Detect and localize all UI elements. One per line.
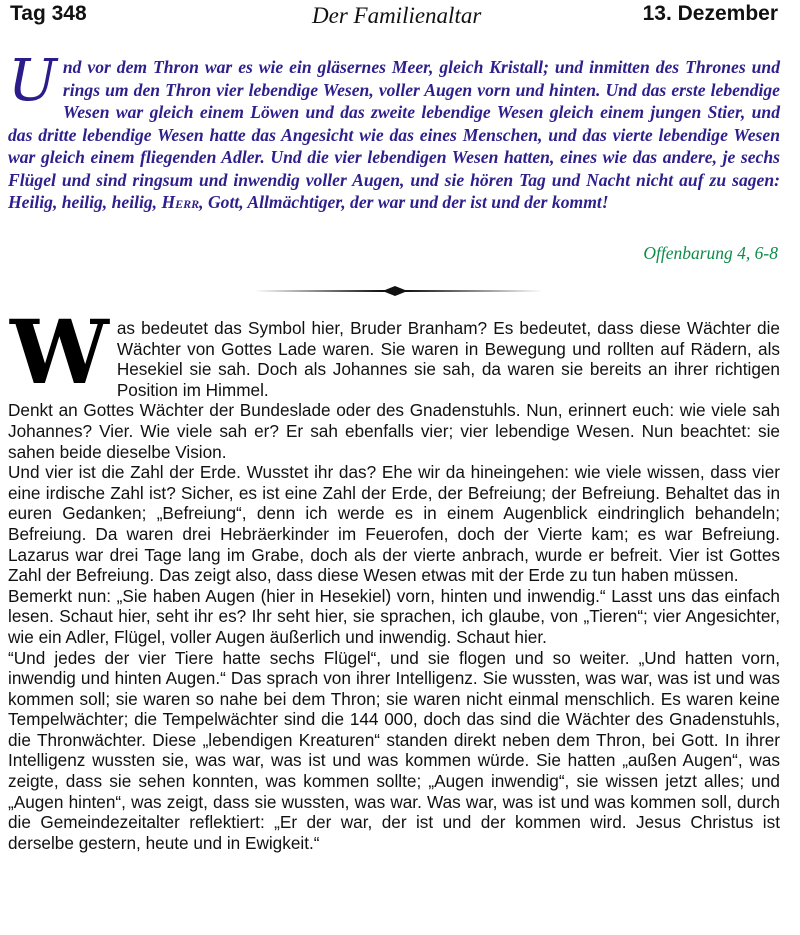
- bible-verse: [8, 46, 780, 214]
- verse-text-part2: , Gott, Allmächtiger, der war und der ist und der kommt!: [199, 192, 609, 212]
- body-dropcap: W: [10, 300, 109, 404]
- verse-herr: Herr: [161, 192, 200, 212]
- devotional-text: [8, 300, 780, 853]
- verse-dropcap: U: [8, 46, 57, 114]
- day-number: Tag 348: [10, 2, 87, 25]
- paragraph: as bedeutet das Symbol hier, Bruder Branham? Es bedeutet, dass diese Wächter die Wächter von Gottes Lade waren. Sie waren in Bewegung und rollten auf Rädern, als Hesekiel sie sah. Doch als Johannes sie sah, da waren sie bereits an ihrer richtigen Position im Himmel.: [116, 318, 780, 400]
- verse-text-part1: nd vor dem Thron war es wie ein gläsernes Meer, gleich Kristall; und inmitten des Thrones und rings um den Thron vier lebendige Wesen, voller Augen vorn und hinten. Und das erste lebendige Wesen war gleich einem Löwen und das zweite lebendige Wesen gleich einem jungen Stier, und das dritte lebendige Wesen hatte das Angesicht wie das eines Menschen, und das vierte lebendige Wesen war gleich einem fliegenden Adler. Und die vier lebendigen Wesen hatten, eines wie das andere, je sechs Flügel und sind ringsum und inwendig voller Augen, und sie hören Tag und Nacht nicht auf zu sagen: Heilig, heilig, heilig,: [8, 57, 780, 212]
- paragraph: Denkt an Gottes Wächter der Bundeslade oder des Gnadenstuhls. Nun, erinnert euch: wie viele sah Johannes? Vier. Wie viele sah er? Er sah ebenfalls vier; vier lebendige Wesen. Nun beachtet: sie sahen beide dieselbe Vision.: [8, 400, 780, 462]
- verse-reference: Offenbarung 4, 6-8: [643, 243, 778, 263]
- ornament-divider-icon: [245, 284, 545, 298]
- paragraph: Und vier ist die Zahl der Erde. Wusstet ihr das? Ehe wir da hineingehen: wie viele wissen, dass vier eine irdische Zahl ist? Sicher, es ist eine Zahl der Erde, der Befreiung; der Befreiung. Behaltet das in euren Gedanken; „Befreiung“, denn ich werde es in einem Augenblick eindringlich behandeln; Befreiung. Da waren drei Hebräerkinder im Feuerofen, doch der Vierte kam; es war Befreiung. Lazarus war drei Tage lang im Grabe, doch als der vierte anbrach, wurde er befreit. Vier ist Gottes Zahl der Befreiung. Das zeigt also, dass diese Wesen etwas mit der Erde zu tun haben müssen.: [8, 462, 780, 586]
- paragraph: Bemerkt nun: „Sie haben Augen (hier in Hesekiel) vorn, hinten und inwendig.“ Lasst uns das einfach lesen. Schaut hier, seht ihr es? Ihr seht hier, sie sprachen, ich glaube, von „Tieren“; vier Angesichter, wie ein Adler, Flügel, voller Augen äußerlich und inwendig. Schaut hier.: [8, 585, 780, 647]
- book-title: Der Familienaltar: [312, 3, 482, 28]
- date: 13. Dezember: [642, 2, 778, 25]
- paragraph: “Und jedes der vier Tiere hatte sechs Flügel“, und sie flogen und so weiter. „Und hatten vorn, inwendig und hinten Augen.“ Das sprach von ihrer Intelligenz. Sie wussten, was war, was ist und was kommen soll; sie waren so nahe bei dem Thron; sie waren nicht einmal menschlich. Es waren keine Tempelwächter; die Tempelwächter sind die 144 000, doch das sind die Wächter des Gnadenstuhls, die Thronwächter. Diese „lebendigen Kreaturen“ standen direkt neben dem Thron, bei Gott. In ihrer Intelligenz wussten sie, was war, was ist und was kommen würde. Sie hatten „außen Augen“, was zeigte, dass sie sehen konnten, was kommen sollte; „Augen inwendig“, sie wissen jetzt alles; und „Augen hinten“, was zeigt, dass sie wussten, was war. Was war, was ist und was kommen soll, durch die Gemeindezeitalter reflektiert: „Er der war, der ist und der kommen wird. Jesus Christus ist derselbe gestern, heute und in Ewigkeit.“: [8, 647, 780, 853]
